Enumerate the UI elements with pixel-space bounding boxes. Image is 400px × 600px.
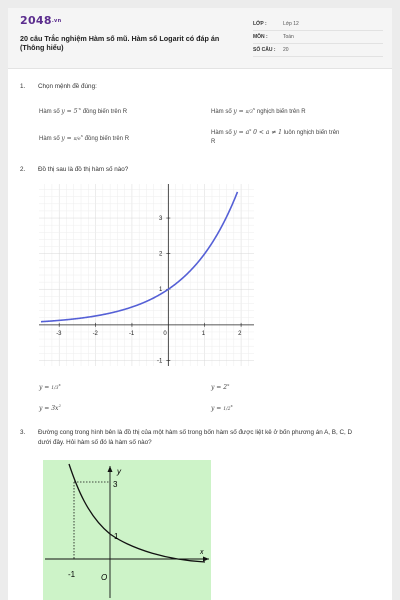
meta-info bbox=[253, 18, 383, 57]
y-tick-label: -1 bbox=[156, 358, 163, 365]
y-tick-label: 3 bbox=[158, 216, 163, 223]
q2-option-d[interactable] bbox=[211, 401, 233, 414]
meta-key: MÔN : bbox=[253, 34, 268, 40]
math-expression: $y = a^x$ bbox=[233, 127, 252, 136]
page-title: 20 câu Trắc nghiệm Hàm số mũ. Hàm số Logarit có đáp án (Thông hiểu) bbox=[20, 34, 220, 52]
option-text: luôn nghịch biến trên bbox=[283, 130, 340, 136]
question-text: Đường cong trong hình bên là đồ thị của một hàm số trong bốn hàm số được liệt kê ở bốn phương án A, B, C, D dưới đây. Hỏi hàm số đó là hàm số nào? bbox=[38, 429, 353, 446]
math-expression: $y = 1/3^x$ bbox=[39, 382, 61, 391]
site-logo[interactable] bbox=[20, 14, 61, 27]
option-text: đồng biến trên R bbox=[84, 136, 130, 142]
meta-value: Toán bbox=[283, 34, 294, 40]
document-header bbox=[8, 8, 392, 69]
q1-option-a[interactable] bbox=[39, 104, 127, 117]
option-text: Hàm số bbox=[39, 109, 60, 115]
math-expression: $y = 2^x$ bbox=[211, 382, 230, 391]
q2-option-a[interactable] bbox=[39, 380, 61, 393]
option-text: R bbox=[211, 139, 216, 145]
option-text: Hàm số bbox=[39, 136, 60, 142]
tick-label-xm1: -1 bbox=[68, 570, 76, 579]
point-label-3: 3 bbox=[113, 480, 118, 489]
y-tick-label: 2 bbox=[158, 251, 163, 258]
meta-key: LỚP : bbox=[253, 21, 267, 27]
q1-option-b[interactable] bbox=[211, 104, 306, 117]
option-text: đồng biến trên R bbox=[82, 109, 128, 115]
question-3-figure bbox=[43, 460, 211, 600]
question-text: Đồ thị sau là đồ thị hàm số nào? bbox=[38, 166, 129, 173]
logo-suffix: .vn bbox=[51, 18, 62, 24]
logo-text: 2048 bbox=[20, 14, 52, 27]
figure-background bbox=[43, 460, 211, 600]
x-tick-label: -3 bbox=[56, 330, 62, 337]
q2-option-c[interactable] bbox=[39, 401, 61, 414]
document-page bbox=[8, 8, 392, 600]
x-tick-label: 2 bbox=[238, 330, 242, 337]
option-text: Hàm số bbox=[211, 109, 232, 115]
y-axis-label: y bbox=[117, 467, 121, 476]
tick-label-y1: 1 bbox=[114, 532, 119, 541]
q1-option-c[interactable] bbox=[39, 131, 129, 144]
origin-label: O bbox=[101, 573, 108, 582]
option-text: Hàm số bbox=[211, 130, 232, 136]
math-expression: $y = \pi/3^x$ bbox=[233, 106, 256, 115]
x-tick-label: -2 bbox=[92, 330, 98, 337]
y-tick-label: 1 bbox=[158, 287, 163, 294]
x-tick-label: 1 bbox=[201, 330, 206, 337]
math-expression: $y = 1/2^x$ bbox=[211, 403, 233, 412]
option-text: nghịch biến trên R bbox=[256, 109, 306, 115]
meta-row-subject bbox=[253, 31, 383, 44]
question-text: Chọn mệnh đề đúng: bbox=[38, 83, 97, 90]
q1-option-d[interactable] bbox=[211, 125, 381, 147]
math-expression: $y = 5^{-x}$ bbox=[61, 106, 82, 115]
meta-key: SỐ CÂU : bbox=[253, 47, 276, 53]
meta-value: 20 bbox=[283, 47, 289, 53]
math-condition: 0 < a ≠ 1 bbox=[253, 129, 282, 136]
meta-row-class bbox=[253, 18, 383, 31]
meta-value: Lớp 12 bbox=[283, 21, 299, 27]
meta-row-count bbox=[253, 44, 383, 57]
q2-option-b[interactable] bbox=[211, 380, 229, 393]
math-expression: $y = 3x^2$ bbox=[39, 403, 61, 412]
x-axis-label: x bbox=[200, 549, 204, 556]
question-number: 2. bbox=[20, 166, 26, 173]
question-number: 3. bbox=[20, 429, 26, 436]
question-number: 1. bbox=[20, 83, 26, 90]
function-graph bbox=[39, 184, 254, 366]
math-expression: $y = \pi/e^x$ bbox=[61, 133, 83, 142]
x-tick-label: 0 bbox=[163, 330, 167, 337]
x-tick-label: -1 bbox=[128, 330, 135, 337]
